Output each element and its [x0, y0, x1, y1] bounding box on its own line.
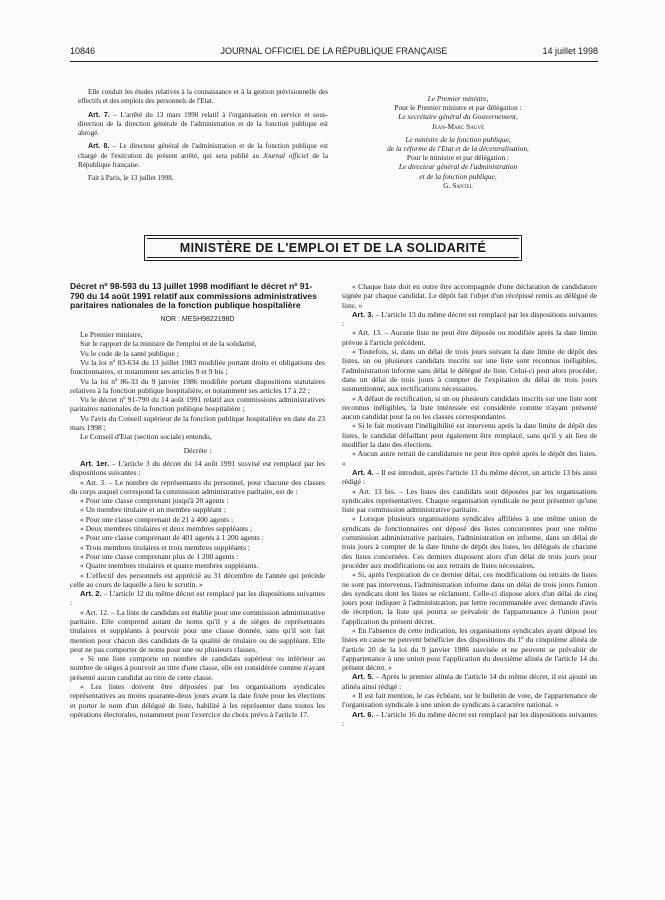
paragraph: « L'effectif des personnels est apprécié au 31 décembre de l'année qui précède celle au cours de laquelle a lieu le scrutin. »	[70, 570, 325, 589]
list-item: « Deux membres titulaires et deux membres suppléants ;	[80, 524, 253, 534]
signature-block	[338, 94, 578, 190]
article-4	[342, 468, 597, 487]
signature-line: de la réforme de l'Etat et de la décentralisation,	[387, 144, 529, 154]
article-8	[78, 142, 328, 170]
article-label: Art. 8.	[88, 142, 110, 151]
paragraph: Le Premier ministre,	[80, 330, 143, 340]
paragraph: Vu l'avis du Conseil supérieur de la fonction publique hospitalière en date du 23 mars 1998 ;	[70, 413, 325, 433]
paragraph: Le Conseil d'Etat (section sociale) entendu,	[80, 432, 212, 442]
right-column	[342, 282, 597, 728]
done-at: Fait à Paris, le 13 juillet 1998.	[88, 174, 174, 183]
article-2	[70, 589, 325, 608]
article-label: Art. 7.	[88, 110, 110, 119]
article-text: – Après le premier alinéa de l'article 14 du même décret, il est ajouté un alinéa ainsi rédigé :	[342, 672, 597, 691]
paragraph: « Art. 3. – Le nombre de représentants du personnel, pour chacune des classes du corps auquel correspond la commission administrative paritaire, est de :	[70, 477, 325, 496]
journal-name: Journal officiel	[262, 151, 309, 160]
list-item: « Quatre membres titulaires et quatre membres suppléants.	[80, 561, 259, 571]
article-6	[342, 710, 597, 729]
article-text: – Il est introduit, après l'article 13 du même décret, un article 13 bis ainsi rédigé :	[342, 467, 597, 487]
signature-line: Le directeur général de l'administration	[398, 162, 518, 172]
list-item: « Pour une classe comprenant de 401 agents à 1 200 agents :	[80, 533, 264, 543]
list-item: « Pour une classe comprenant de 21 à 400 agents :	[80, 514, 234, 524]
paragraph: Vu la loi nº 86-33 du 9 janvier 1986 modifiée portant dispositions statutaires relatives à la fonction publique hospitalière, et notamment ses articles 17 à 22 ;	[70, 376, 325, 395]
article-label: Art. 4.	[352, 467, 374, 477]
ministry-heading	[144, 235, 522, 261]
article-text: de la République française.	[78, 151, 328, 170]
article-7	[78, 111, 328, 139]
nor-reference: NOR : MESH9822198D	[160, 315, 235, 323]
paragraph: Sur le rapport de la ministre de l'emploi et de la solidarité,	[80, 339, 257, 349]
issue-date: 14 juillet 1998	[542, 46, 598, 56]
paragraph: Elle conduit les études relatives à la connaissance et à la gestion prévisionnelle des effectifs et des emplois des personnels de l'Etat.	[78, 88, 328, 106]
list-item: « Trois membres titulaires et trois membres suppléants ;	[80, 542, 250, 552]
signatory-name: G. Santel	[443, 180, 473, 190]
article-text: – L'article 16 du même décret est remplacé par les dispositions suivantes :	[342, 709, 597, 728]
paragraph: « Art. 12. – La liste de candidats est établie pour une commission administrative paritaire. Elle comprend autant de noms qu'il y a de sièges de représentants titulaires et suppléants à pourvoir pour une classe donnée, sans qu'il soit fait mention pour chacun des candidats de la qualité de titulaire ou de suppléant. Elle peut ne pas comporter de noms pour une ou plusieurs classes.	[70, 607, 325, 654]
paragraph: « Il est fait mention, le cas échéant, sur le bulletin de vote, de l'appartenance de l'organisation syndicale à une union de syndicats à caractère national. »	[342, 691, 597, 710]
article-5	[342, 672, 597, 691]
article-label: Art. 3.	[352, 309, 374, 319]
article-text: – Le directeur général de l'administration et de la fonction publique est chargé de l'exécution du présent arrêté, qui sera publié au	[78, 142, 328, 160]
left-column	[70, 282, 325, 719]
article-text: – L'article 13 du même décret est remplacé par les dispositions suivantes :	[342, 309, 597, 329]
article-text: – L'article 12 du même décret est remplacé par les dispositions suivantes :	[70, 589, 325, 608]
top-left-block	[78, 88, 328, 184]
paragraph: Vu le décret nº 91-790 du 14 août 1991 relatif aux commissions administratives paritaires nationales de la fonction publique hospitalière ;	[70, 395, 325, 414]
decrees-heading: Décrète :	[183, 445, 212, 455]
ministry-title: MINISTÈRE DE L'EMPLOI ET DE LA SOLIDARITÉ	[179, 241, 487, 255]
article-label: Art. 1er.	[80, 458, 110, 468]
header-rule	[70, 61, 598, 62]
paragraph: « Chaque liste doit en outre être accompagnée d'une déclaration de candidature signée par chaque candidat. Le dépôt fait l'objet d'un récépissé remis au délégué de liste. »	[342, 282, 597, 310]
signature-line: Le Premier ministre,	[427, 94, 489, 103]
paragraph: Vu le code de la santé publique ;	[80, 348, 179, 358]
paragraph: « Si une liste comporte un nombre de candidats supérieur ou inférieur au nombre de sièges à pourvoir au titre d'une classe, elle est considérée comme n'ayant présenté aucun candidat au titre de cette classe.	[70, 654, 325, 682]
article-text: – L'arrêté du 13 mars 1990 relatif à l'organisation en service et sous-direction de la direction générale de l'administration et de la fonction publique est abrogé.	[78, 110, 328, 138]
signatory-name: Jean-Marc Sauvé	[431, 121, 485, 131]
paragraph: « Lorsque plusieurs organisations syndicales affiliées à une même union de syndicats de fonctionnaires ont déposé des listes concurrentes pour une même commission administrative paritaire, l'administration en informe, dans un délai de trois jours à compter de la date limite de dépôt des listes, les délégués de chacune des listes concernées. Ces derniers disposent alors d'un délai de trois jours pour procéder aux modifications ou aux retraits de listes nécessaires.	[342, 514, 597, 570]
list-item: « Un membre titulaire et un membre suppléant ;	[80, 505, 226, 515]
signature-line: Pour le Premier ministre et par délégation :	[394, 103, 522, 113]
journal-title: JOURNAL OFFICIEL DE LA RÉPUBLIQUE FRANÇAISE	[220, 46, 448, 56]
signature-line: et de la fonction publique,	[419, 171, 497, 181]
paragraph: « Toutefois, si, dans un délai de trois jours suivant la date limite de dépôt des listes, un ou plusieurs candidats inscrits sur une liste sont reconnus inéligibles, l'administration informe sans délai le délégué de liste. Celui-ci peut alors procéder, dans un délai de trois jours à compter de l'expiration du délai de trois jours susmentionné, aux rectifications nécessaires.	[342, 347, 597, 394]
paragraph: « Art. 13 bis. – Les listes des candidats sont déposées par les organisations syndicales représentatives. Chaque organisation syndicale ne peut présenter qu'une liste par commission administrative paritaire.	[342, 486, 597, 515]
list-item: « Pour une classe comprenant plus de 1 200 agents :	[80, 551, 239, 561]
signature-line: Le ministre de la fonction publique,	[405, 134, 511, 144]
page-header	[70, 46, 598, 60]
list-item: « Pour une classe comprenant jusqu'à 20 agents :	[80, 496, 229, 506]
paragraph: « Si le fait motivant l'inéligibilité est intervenu après la date limite de dépôt des listes, le candidat défaillant peut également être remplacé, sans qu'il y ait lieu de modifier la date des élections.	[342, 421, 597, 450]
signature-line: Le secrétaire général du Gouvernement,	[398, 112, 518, 122]
article-label: Art. 6.	[352, 709, 374, 719]
article-text: – L'article 3 du décret du 14 août 1991 susvisé est remplacé par les dispositions suivantes :	[70, 458, 325, 478]
paragraph: « En l'absence de cette indication, les organisations syndicales ayant déposé les listes en cause ne peuvent bénéficier des dispositions du 1º du cinquième alinéa de l'article 20 de la loi du 9 janvier 1986 susvisée et ne peuvent se prévaloir de l'appartenance à une union pour l'application du deuxième alinéa de l'article 14 du présent décret. »	[342, 625, 597, 673]
page-number: 10846	[70, 46, 96, 56]
article-1	[70, 459, 325, 478]
article-label: Art. 2.	[80, 589, 102, 599]
article-label: Art. 5.	[352, 672, 374, 682]
paragraph: Vu la loi nº 83-634 du 13 juillet 1983 modifiée portant droits et obligations des fonctionnaires, et notamment ses articles 9 et 9 bis ;	[70, 357, 325, 377]
paragraph: « Art. 13. – Aucune liste ne peut être déposée ou modifiée après la date limite prévue à l'article précédent.	[342, 328, 597, 347]
signature-line: Pour le ministre et par délégation :	[406, 153, 510, 163]
decree-title: Décret nº 98-593 du 13 juillet 1998 modifiant le décret nº 91-790 du 14 août 1991 relatif aux commissions administratives paritaires nationales de la fonction publique hospitalière	[70, 281, 317, 311]
paragraph: « Aucun autre retrait de candidature ne peut être opéré après le dépôt des listes. »	[342, 449, 597, 468]
paragraph: « Si, après l'expiration de ce dernier délai, ces modifications ou retraits de listes ne sont pas intervenus, l'administration informe dans un délai de trois jours l'union des syndicats dont les listes se réclament. Celle-ci dispose alors d'un délai de cinq jours pour indiquer à l'administration, par lettre recommandée avec demande d'avis de réception, la liste qui pourra se prévaloir de l'appartenance à l'union pour l'application du présent décret.	[342, 570, 597, 626]
paragraph: « A défaut de rectification, si un ou plusieurs candidats inscrits sur une liste sont reconnus inéligibles, la liste intéressée est considérée comme n'ayant présenté aucun candidat pour la ou les classes correspondantes.	[342, 393, 597, 422]
paragraph: « Les listes doivent être déposées par les organisations syndicales représentatives au moins quarante-deux jours avant la date fixée pour les élections et porter le nom d'un délégué de liste, habilité à les représenter dans toutes les opérations électorales, notamment pour l'exercice du choix prévu à l'article 17.	[70, 682, 325, 719]
article-3	[342, 310, 597, 329]
